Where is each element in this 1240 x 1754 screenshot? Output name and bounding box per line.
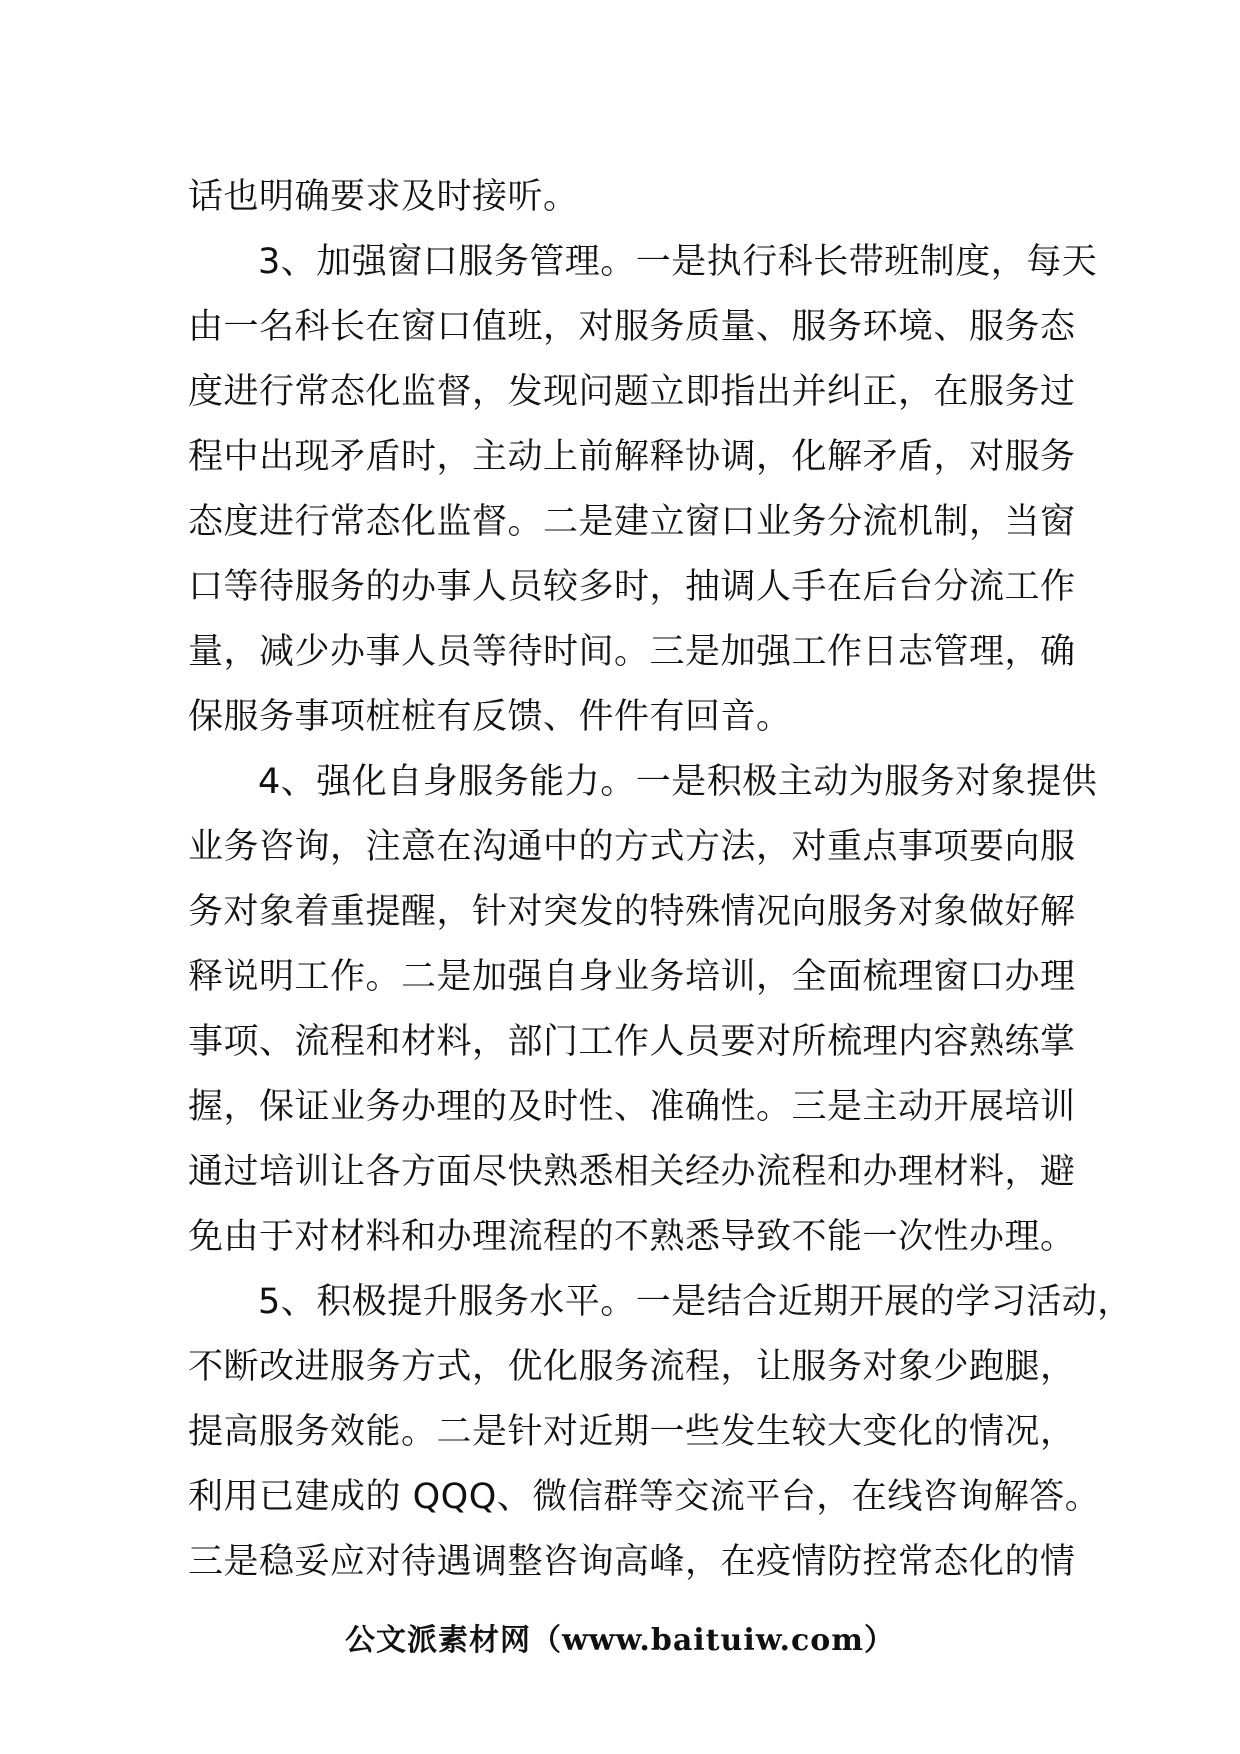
text-line: 握，保证业务办理的及时性、准确性。三是主动开展培训 bbox=[188, 1087, 1076, 1127]
paragraph-3-line: 3、加强窗口服务管理。一是执行科长带班制度，每天 bbox=[258, 242, 1098, 282]
document-body bbox=[188, 165, 1133, 1595]
text-line: 释说明工作。二是加强自身业务培训，全面梳理窗口办理 bbox=[188, 957, 1076, 997]
text-line: 免由于对材料和办理流程的不熟悉导致不能一次性办理。 bbox=[188, 1217, 1076, 1257]
text-line: 业务咨询，注意在沟通中的方式方法，对重点事项要向服 bbox=[188, 827, 1076, 867]
text-line: 话也明确要求及时接听。 bbox=[188, 177, 579, 217]
text-line: 程中出现矛盾时，主动上前解释协调，化解矛盾，对服务 bbox=[188, 437, 1076, 477]
text-line: 由一名科长在窗口值班，对服务质量、服务环境、服务态 bbox=[188, 307, 1076, 347]
footer-watermark: 公文派素材网（www.baituiw.com） bbox=[344, 1623, 896, 1658]
text-line: 务对象着重提醒，针对突发的特殊情况向服务对象做好解 bbox=[188, 892, 1076, 932]
text-line: 通过培训让各方面尽快熟悉相关经办流程和办理材料，避 bbox=[188, 1152, 1076, 1192]
text-line: 量，减少办事人员等待时间。三是加强工作日志管理，确 bbox=[188, 632, 1076, 672]
text-line: 保服务事项桩桩有反馈、件件有回音。 bbox=[188, 697, 792, 737]
text-line: 提高服务效能。二是针对近期一些发生较大变化的情况， bbox=[188, 1412, 1076, 1452]
text-line: 态度进行常态化监督。二是建立窗口业务分流机制，当窗 bbox=[188, 502, 1076, 542]
paragraph-5-line: 5、积极提升服务水平。一是结合近期开展的学习活动， bbox=[258, 1282, 1133, 1322]
text-line: 度进行常态化监督，发现问题立即指出并纠正，在服务过 bbox=[188, 372, 1076, 412]
paragraph-4-line: 4、强化自身服务能力。一是积极主动为服务对象提供 bbox=[258, 762, 1098, 802]
text-line: 不断改进服务方式，优化服务流程，让服务对象少跑腿， bbox=[188, 1347, 1076, 1387]
text-line: 事项、流程和材料，部门工作人员要对所梳理内容熟练掌 bbox=[188, 1022, 1076, 1062]
text-line: 利用已建成的 QQQ、微信群等交流平台，在线咨询解答。 bbox=[188, 1477, 1101, 1517]
text-line: 口等待服务的办事人员较多时，抽调人手在后台分流工作 bbox=[188, 567, 1076, 607]
text-line: 三是稳妥应对待遇调整咨询高峰，在疫情防控常态化的情 bbox=[188, 1542, 1076, 1582]
